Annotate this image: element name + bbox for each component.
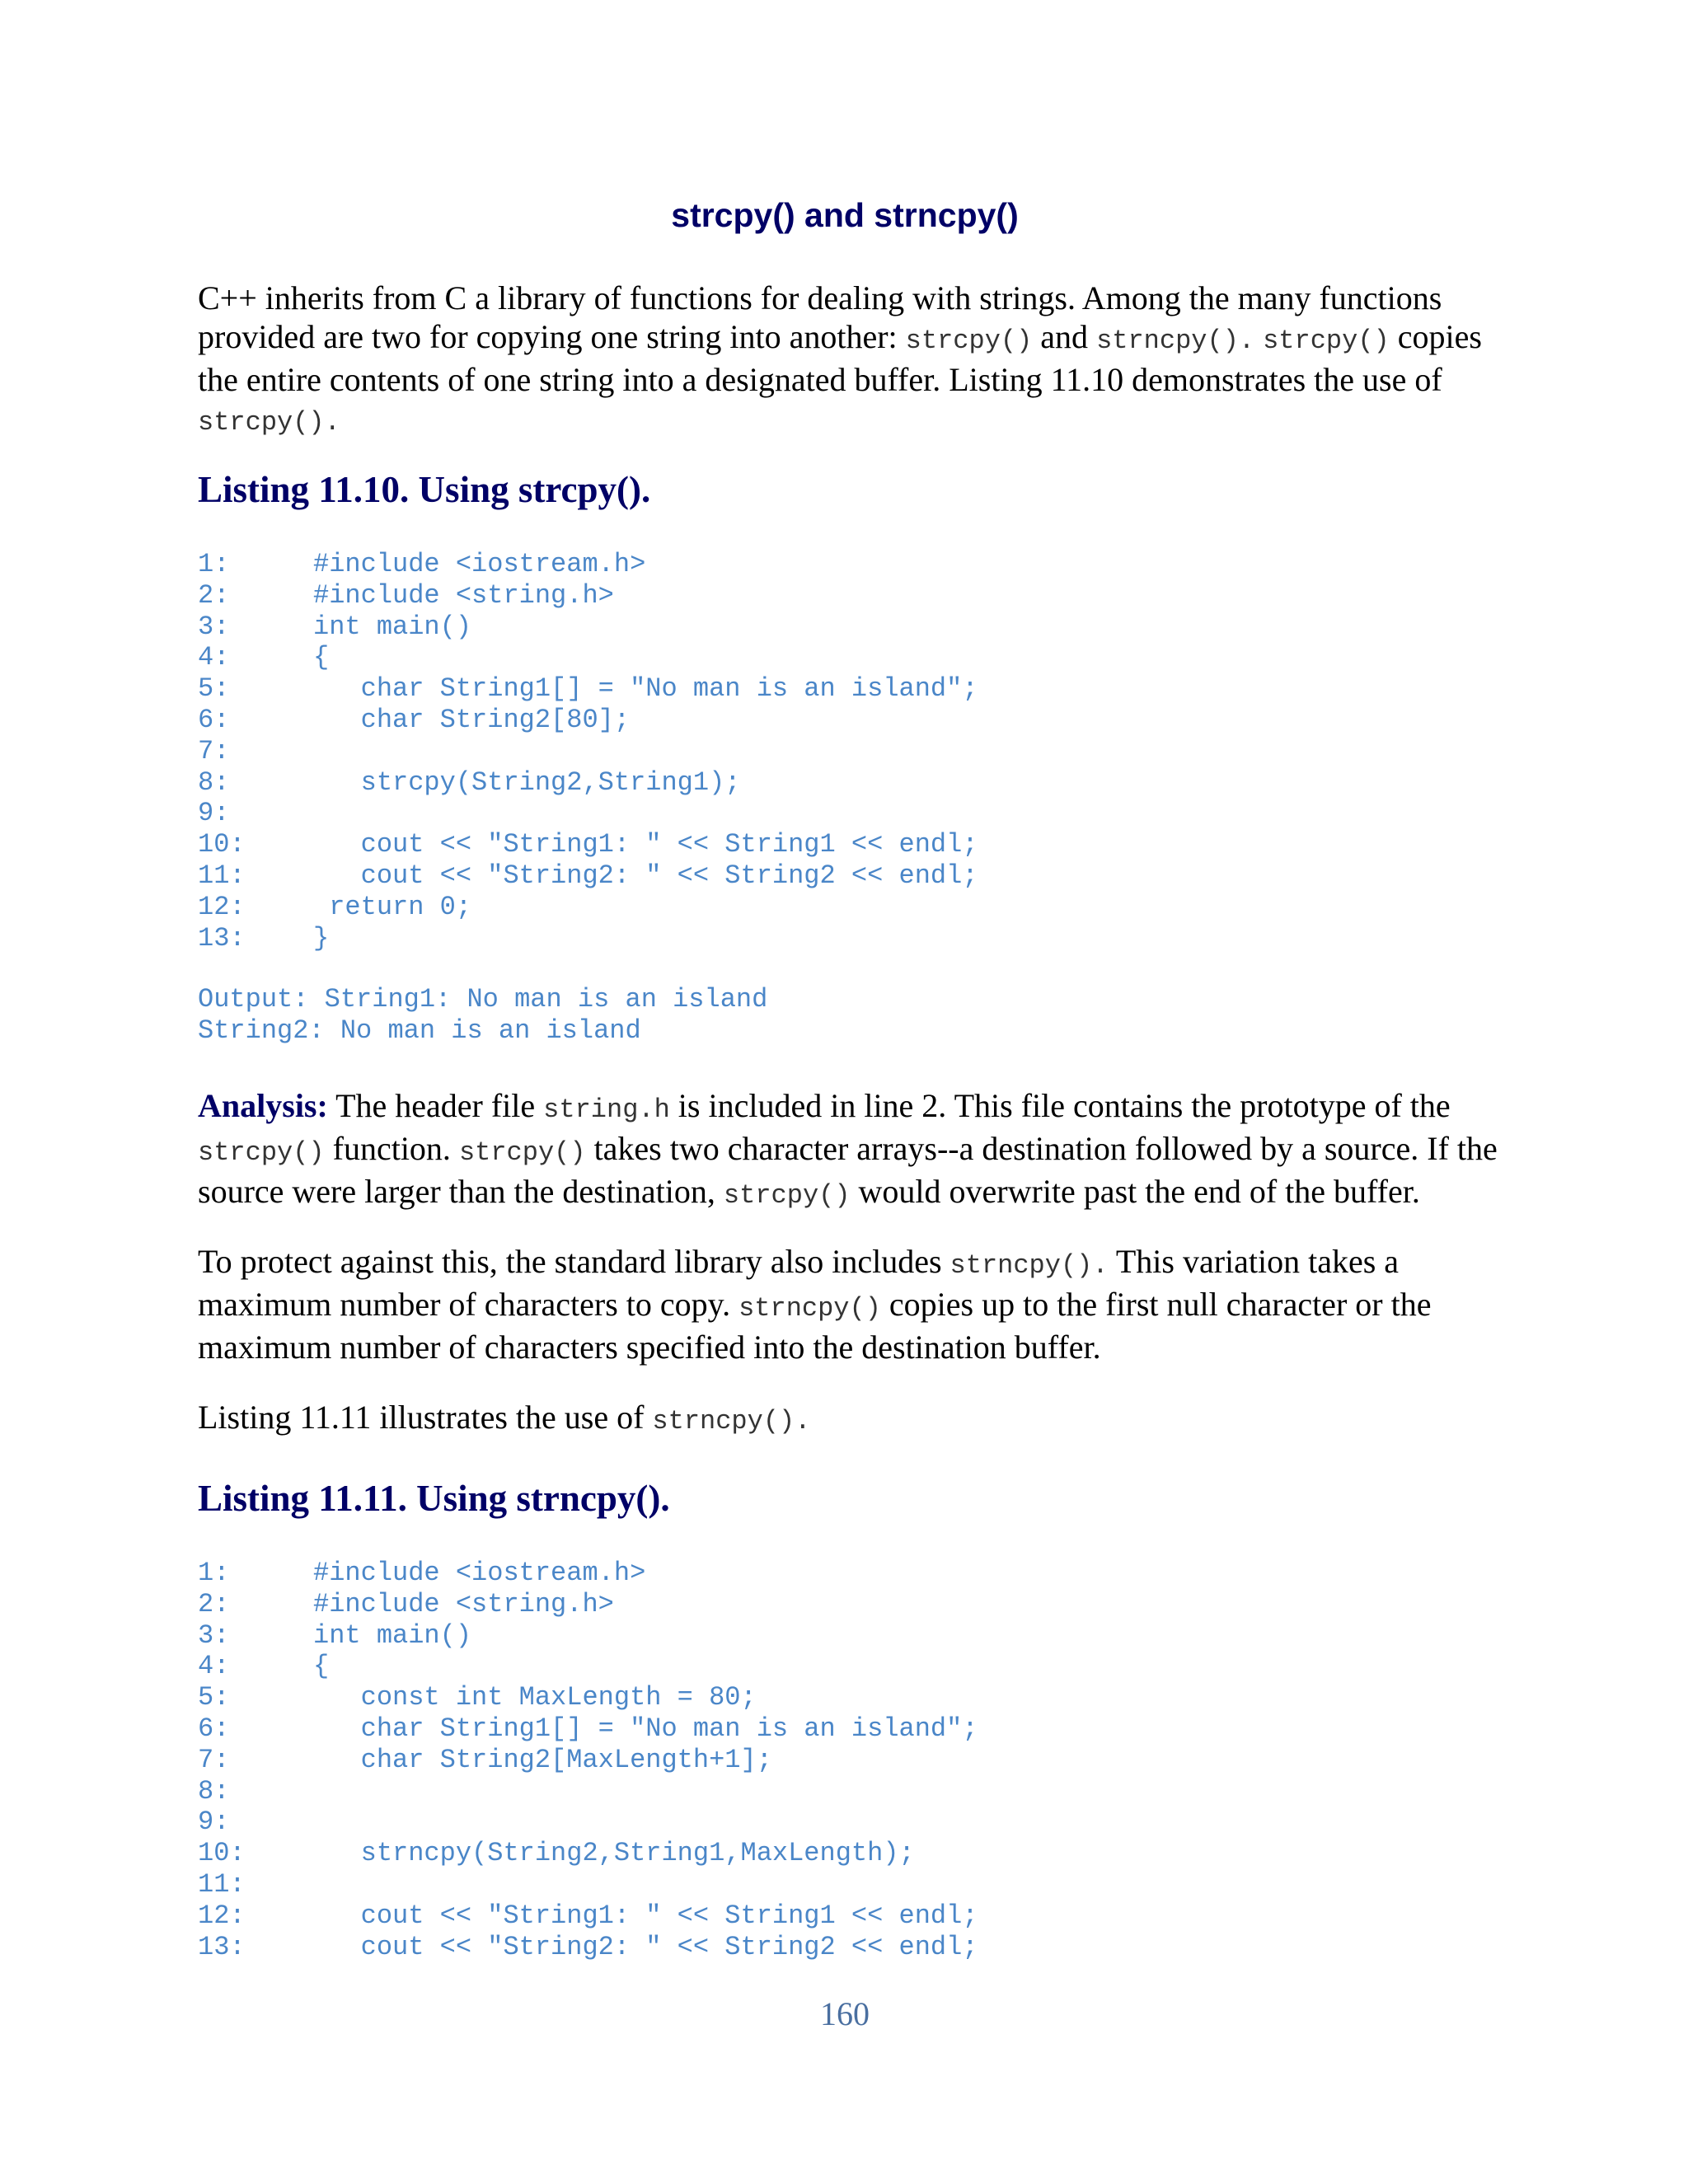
code-line	[198, 642, 978, 673]
protect-text-1: To protect against this, the standard library also includes	[198, 1243, 950, 1280]
line-number: 12:	[198, 891, 246, 922]
illustrates-code-1: strncpy().	[652, 1406, 811, 1436]
line-number: 11:	[198, 1868, 246, 1900]
code-text: strcpy(String2,String1);	[313, 766, 741, 798]
code-text: #include <string.h>	[313, 579, 614, 611]
line-number: 6:	[198, 1713, 230, 1744]
analysis-text-1: The header file	[327, 1087, 544, 1124]
code-text: cout << "String2: " << String2 << endl;	[313, 860, 978, 891]
line-number: 2:	[198, 1588, 230, 1619]
code-text: int main()	[313, 1619, 472, 1651]
code-line	[198, 1932, 978, 1963]
code-text: }	[313, 922, 330, 954]
output-line: Output: String1: No man is an island	[198, 984, 768, 1015]
code-line	[198, 549, 978, 580]
code-line	[198, 736, 978, 767]
line-number: 10:	[198, 1838, 246, 1869]
code-line	[198, 1776, 978, 1807]
code-text: char String2[80];	[313, 704, 631, 735]
code-line	[198, 1558, 978, 1589]
intro-code-4: strcpy().	[198, 407, 340, 438]
page-title: strcpy() and strncpy()	[671, 196, 1019, 234]
intro-code-2: strncpy().	[1096, 326, 1255, 356]
illustrates-paragraph	[198, 1398, 1517, 1441]
code-text: cout << "String1: " << String1 << endl;	[313, 829, 978, 860]
analysis-text-3: function.	[324, 1130, 459, 1167]
code-text: cout << "String1: " << String1 << endl;	[313, 1900, 978, 1931]
line-number: 3:	[198, 611, 230, 642]
line-number: 13:	[198, 1931, 246, 1962]
code-text: int main()	[313, 611, 472, 642]
line-number: 4:	[198, 1651, 230, 1682]
listing-1110-output	[198, 984, 767, 1047]
analysis-paragraph	[198, 1086, 1517, 1215]
intro-code-1: strcpy()	[905, 326, 1033, 356]
line-number: 13:	[198, 922, 246, 954]
code-line	[198, 1589, 978, 1620]
code-line	[198, 1745, 978, 1776]
line-number: 8:	[198, 1775, 230, 1807]
intro-text-1: C++ inherits from C a library of functions for dealing with strings. Among the many functions provided are two for copying one string into another:	[198, 279, 1442, 355]
output-line: String2: No man is an island	[198, 1015, 641, 1046]
illustrates-text-1: Listing 11.11 illustrates the use of	[198, 1399, 653, 1436]
line-number: 1:	[198, 549, 230, 579]
line-number: 10:	[198, 829, 246, 860]
line-number: 12:	[198, 1900, 246, 1931]
listing-1110-code	[198, 549, 978, 954]
code-text: const int MaxLength = 80;	[313, 1682, 757, 1713]
listing-1111-heading: Listing 11.11. Using strncpy().	[198, 1478, 670, 1519]
code-line	[198, 1807, 978, 1838]
line-number: 7:	[198, 735, 230, 766]
code-text: #include <iostream.h>	[313, 549, 646, 579]
analysis-code-1: string.h	[543, 1094, 670, 1125]
analysis-code-4: strcpy()	[723, 1180, 851, 1211]
code-line	[198, 1869, 978, 1900]
listing-1111-code	[198, 1558, 978, 1962]
protect-text-2: This variation takes a maximum number of characters to copy.	[198, 1243, 1400, 1323]
code-line	[198, 892, 978, 923]
code-text: return 0;	[313, 891, 472, 922]
line-number: 9:	[198, 798, 230, 829]
intro-text-3	[1254, 318, 1263, 355]
code-text: {	[313, 642, 330, 673]
intro-text-2: and	[1032, 318, 1097, 355]
code-line	[198, 829, 978, 860]
analysis-text-2: is included in line 2. This file contains the prototype of the	[669, 1087, 1451, 1124]
code-line	[198, 860, 978, 892]
code-line	[198, 705, 978, 736]
code-text: #include <iostream.h>	[313, 1558, 646, 1588]
line-number: 11:	[198, 860, 246, 891]
analysis-label: Analysis:	[198, 1087, 328, 1124]
protect-code-2: strncpy()	[738, 1293, 881, 1324]
code-line	[198, 1651, 978, 1682]
code-text: #include <string.h>	[313, 1588, 614, 1619]
code-line	[198, 1713, 978, 1745]
protect-paragraph	[198, 1242, 1517, 1366]
analysis-text-5: would overwrite past the end of the buffer.	[850, 1173, 1420, 1210]
line-number: 5:	[198, 1682, 230, 1713]
code-line	[198, 673, 978, 705]
code-text: cout << "String2: " << String2 << endl;	[313, 1931, 978, 1962]
listing-1110-heading: Listing 11.10. Using strcpy().	[198, 469, 651, 510]
intro-text-4: copies the entire contents of one string into a designated buffer. Listing 11.10 demonstrates the use of	[198, 318, 1482, 398]
code-line	[198, 580, 978, 612]
line-number: 3:	[198, 1619, 230, 1651]
analysis-code-3: strcpy()	[458, 1137, 586, 1168]
line-number: 4:	[198, 642, 230, 673]
page-number: 160	[820, 1995, 870, 2032]
analysis-code-2: strcpy()	[198, 1137, 325, 1168]
line-number: 1:	[198, 1558, 230, 1588]
line-number: 5:	[198, 673, 230, 705]
code-text: char String1[] = "No man is an island";	[313, 673, 978, 705]
line-number: 8:	[198, 766, 230, 798]
protect-code-1: strncpy().	[950, 1250, 1109, 1281]
code-line	[198, 1682, 978, 1713]
line-number: 7:	[198, 1744, 230, 1775]
code-line	[198, 923, 978, 954]
line-number: 9:	[198, 1807, 230, 1838]
code-line	[198, 1838, 978, 1869]
code-line	[198, 1900, 978, 1932]
line-number: 6:	[198, 704, 230, 735]
code-line	[198, 1620, 978, 1652]
code-text: strncpy(String2,String1,MaxLength);	[313, 1838, 915, 1869]
code-line	[198, 767, 978, 799]
code-text: char String2[MaxLength+1];	[313, 1744, 772, 1775]
intro-paragraph	[198, 279, 1517, 442]
code-text: {	[313, 1651, 330, 1682]
protect-text-3: copies up to the first null character or the maximum number of characters specified into the destination buffer.	[198, 1286, 1432, 1366]
line-number: 2:	[198, 579, 230, 611]
code-text: char String1[] = "No man is an island";	[313, 1713, 978, 1744]
intro-code-3: strcpy()	[1263, 326, 1390, 356]
analysis-text-4: takes two character arrays--a destination followed by a source. If the source were larger than the destination,	[198, 1130, 1498, 1210]
code-line	[198, 798, 978, 829]
code-line	[198, 612, 978, 643]
